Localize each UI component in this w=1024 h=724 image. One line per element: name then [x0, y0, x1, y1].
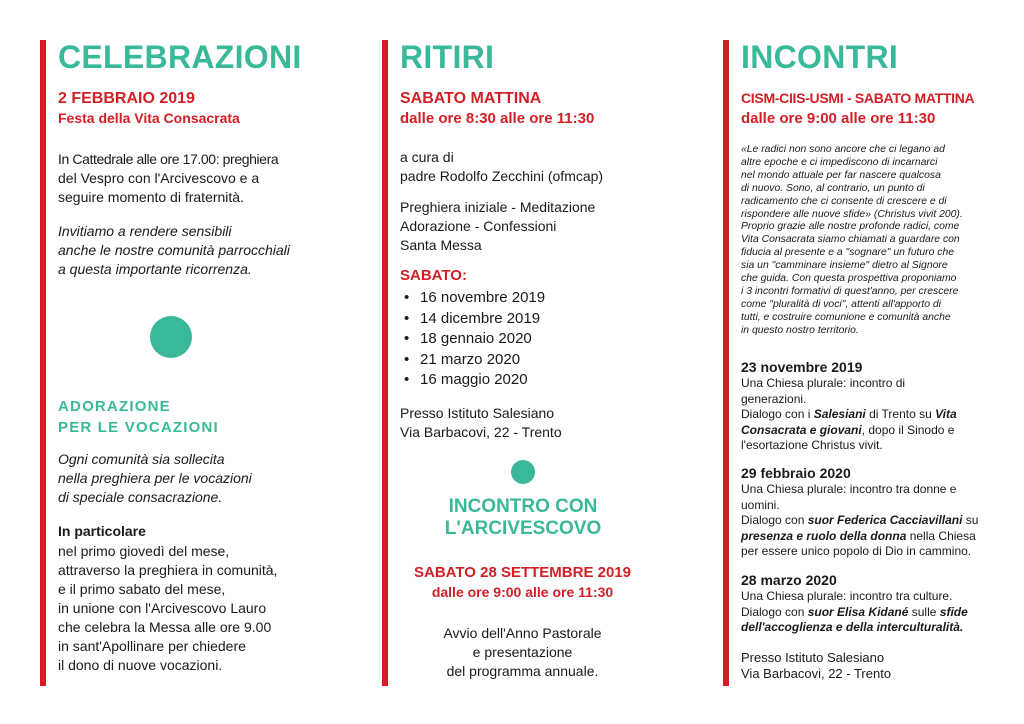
- text-line: L'ARCIVESCOVO: [444, 518, 602, 539]
- text-line: Adorazione - Confessioni: [400, 218, 557, 234]
- text-line: nella preghiera per le vocazioni: [58, 470, 252, 486]
- incontri-place: [741, 650, 891, 682]
- text-line: seguire momento di fraternità.: [58, 189, 244, 205]
- text-line: tutti, e costruire comunione e comunità anche: [741, 311, 951, 323]
- invito-paragraph: [58, 222, 290, 279]
- text-span: Dialogo con i: [741, 407, 814, 421]
- text-line: ADORAZIONE: [58, 398, 171, 415]
- text-line: Vita Consacrata siamo chiamati a guardare con: [741, 234, 960, 246]
- column-incontri: [723, 40, 993, 686]
- text-span: nella Chiesa: [906, 528, 976, 543]
- text-line: generazioni.: [741, 391, 807, 406]
- text-line: nel primo giovedì del mese,: [58, 543, 230, 559]
- incontro-date: SABATO 28 SETTEMBRE 2019: [413, 564, 631, 581]
- teal-circle-icon: [150, 316, 192, 358]
- text-line: a questa importante ricorrenza.: [58, 261, 252, 277]
- text-line: che celebra la Messa alle ore 9.00: [58, 619, 272, 635]
- text-span: Dialogo con: [741, 604, 808, 619]
- incontro-desc: [400, 624, 645, 681]
- meeting-1: [741, 358, 991, 454]
- section-title: INCONTRI: [741, 39, 899, 75]
- text-line: PER LE VOCAZIONI: [58, 419, 219, 436]
- text-line: anche le nostre comunità parrocchiali: [58, 242, 290, 258]
- text-span: suor Federica Cacciavillani: [807, 513, 963, 527]
- incontri-subtitle: CISM-CIIS-USMI - SABATO MATTINA: [741, 90, 975, 106]
- text-line: altre epoche e ci impediscono di incarnarci: [741, 156, 938, 168]
- text-span: suor Elisa Kidané: [807, 604, 909, 619]
- text-line: nel mondo attuale per far nascere qualcosa: [741, 169, 941, 181]
- teal-circle-icon: [511, 460, 535, 484]
- red-divider-bar: [723, 40, 729, 686]
- quote-paragraph: [741, 144, 991, 338]
- text-line: [741, 605, 991, 621]
- section-title: RITIRI: [400, 39, 495, 75]
- text-line: uomini.: [741, 497, 780, 512]
- text-line: Via Barbacovi, 22 - Trento: [400, 424, 562, 440]
- meeting-text: [741, 376, 991, 454]
- text-span: Vita: [935, 407, 957, 421]
- cura-paragraph: [400, 148, 603, 186]
- adorazione-title: [58, 396, 219, 438]
- ritiri-subtitle: SABATO MATTINA: [400, 90, 542, 107]
- text-line: e presentazione: [472, 644, 573, 660]
- text-line: di speciale consacrazione.: [58, 489, 223, 505]
- text-line: che guida. Con questa prospettiva proponiamo: [741, 273, 957, 285]
- text-line: il dono di nuove vocazioni.: [58, 657, 223, 673]
- meeting-2: [741, 464, 991, 560]
- program-paragraph: [400, 198, 595, 255]
- event-name: Festa della Vita Consacrata: [58, 110, 240, 126]
- ritiri-time: dalle ore 8:30 alle ore 11:30: [400, 110, 595, 127]
- list-item: • 18 gennaio 2020: [400, 329, 545, 350]
- text-line: dell'accoglienza e della interculturalità.: [741, 620, 964, 634]
- meeting-date: 29 febbraio 2020: [741, 465, 851, 481]
- text-line: del programma annuale.: [446, 663, 599, 679]
- meeting-date: 23 novembre 2019: [741, 359, 863, 375]
- text-line: i 3 incontri formativi di quest'anno, per crescere: [741, 285, 959, 297]
- text-line: [741, 407, 991, 423]
- incontro-title: [418, 496, 628, 540]
- text-line: Una Chiesa plurale: incontro di: [741, 376, 906, 390]
- list-item: • 14 dicembre 2019: [400, 309, 545, 330]
- text-line: attraverso la preghiera in comunità,: [58, 562, 278, 578]
- incontri-time: dalle ore 9:00 alle ore 11:30: [741, 110, 936, 127]
- text-span: , dopo il Sinodo e: [861, 422, 955, 437]
- text-line: padre Rodolfo Zecchini (ofmcap): [400, 168, 604, 184]
- text-line: radicamento che ci consente di crescere e di: [741, 195, 947, 207]
- text-line: in unione con l'Arcivescovo Lauro: [58, 600, 267, 616]
- text-line: Invitiamo a rendere sensibili: [58, 223, 232, 239]
- text-line: Proprio grazie alle nostre profonde radici, come: [741, 221, 960, 233]
- text-line: come "pluralità di voci", attenti all'apporto di: [741, 298, 941, 310]
- text-span: sfide: [939, 604, 968, 619]
- text-line: l'esortazione Christus vivit.: [741, 438, 883, 452]
- text-span: Salesiani: [813, 407, 866, 421]
- text-line: per essere unico popolo di Dio in cammino.: [741, 544, 972, 558]
- text-span: presenza e ruolo della donna: [741, 528, 907, 543]
- text-line: Presso Istituto Salesiano: [400, 405, 555, 421]
- text-line: sia un "camminare insieme" dietro al Signore: [741, 260, 948, 272]
- text-line: a cura di: [400, 149, 454, 165]
- list-item: • 16 maggio 2020: [400, 370, 545, 391]
- text-span: Dialogo con: [741, 513, 808, 527]
- column-celebrazioni: [40, 40, 330, 686]
- text-line: Santa Messa: [400, 237, 482, 253]
- text-line: Avvio dell'Anno Pastorale: [443, 625, 602, 641]
- text-line: rispondere alle nuove sfide» (Christus vivit 200).: [741, 208, 963, 220]
- red-divider-bar: [382, 40, 388, 686]
- red-divider-bar: [40, 40, 46, 686]
- text-line: [741, 423, 991, 439]
- vocazioni-paragraph: [58, 450, 252, 507]
- text-line: Via Barbacovi, 22 - Trento: [741, 666, 892, 681]
- text-line: del Vespro con l'Arcivescovo e a: [58, 170, 260, 186]
- text-line: Presso Istituto Salesiano: [741, 650, 885, 665]
- text-line: in questo nostro territorio.: [741, 324, 859, 336]
- text-line: Preghiera iniziale - Meditazione: [400, 199, 596, 215]
- text-line: Una Chiesa plurale: incontro tra culture.: [741, 589, 953, 603]
- text-line: fiducia al presente e a "sognare" un futuro che: [741, 247, 955, 259]
- cattedrale-paragraph: [58, 150, 308, 207]
- sabato-label: SABATO:: [400, 267, 467, 284]
- particolare-paragraph: [58, 542, 277, 675]
- particolare-heading: In particolare: [58, 523, 146, 539]
- meeting-3: [741, 571, 991, 636]
- text-line: INCONTRO CON: [448, 496, 598, 517]
- event-date: 2 FEBBRAIO 2019: [58, 90, 195, 107]
- meeting-text: [741, 589, 991, 636]
- text-span: Consacrata e giovani: [741, 422, 862, 437]
- text-line: [741, 513, 991, 529]
- text-span: sulle: [908, 604, 940, 619]
- list-item: • 16 novembre 2019: [400, 288, 545, 309]
- text-line: Ogni comunità sia sollecita: [58, 451, 225, 467]
- text-line: In Cattedrale alle ore 17.00: preghiera: [58, 151, 279, 167]
- text-line: in sant'Apollinare per chiedere: [58, 638, 246, 654]
- text-line: Una Chiesa plurale: incontro tra donne e: [741, 482, 957, 496]
- text-line: di nuovo. Sono, al contrario, un punto di: [741, 182, 925, 194]
- incontro-time: dalle ore 9:00 alle ore 11:30: [431, 584, 614, 600]
- ritiri-place: [400, 404, 562, 442]
- text-line: «Le radici non sono ancore che ci legano ad: [741, 144, 945, 155]
- list-item: • 21 marzo 2020: [400, 350, 545, 371]
- text-line: [741, 529, 991, 545]
- section-title: CELEBRAZIONI: [58, 39, 302, 75]
- column-ritiri: [382, 40, 667, 686]
- text-line: e il primo sabato del mese,: [58, 581, 226, 597]
- meeting-date: 28 marzo 2020: [741, 572, 837, 588]
- meeting-text: [741, 482, 991, 560]
- ritiri-date-list: [400, 288, 545, 391]
- text-span: di Trento su: [865, 407, 936, 421]
- text-span: su: [962, 513, 979, 527]
